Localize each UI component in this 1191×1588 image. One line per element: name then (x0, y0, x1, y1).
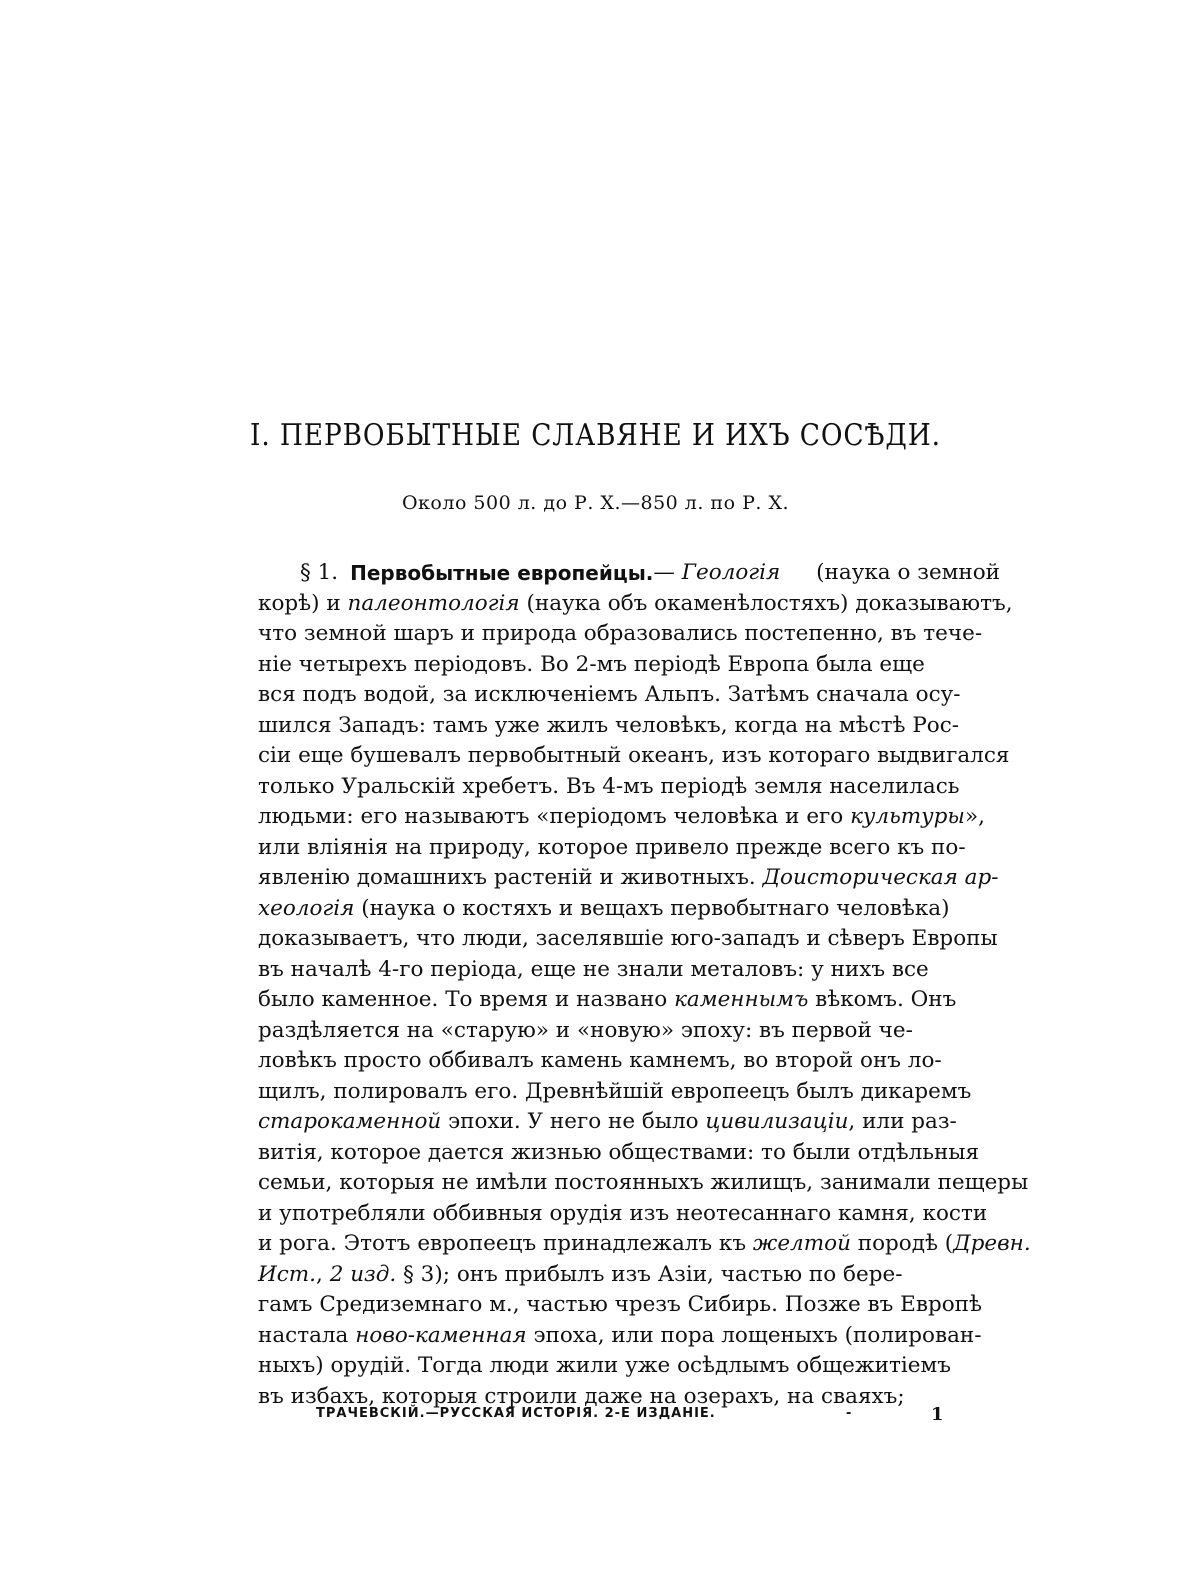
text-fragment: (наука о земной (809, 560, 1000, 585)
text-line (258, 1016, 1000, 1047)
term-geology: Геологія (681, 560, 781, 585)
text-fragment: эпохи. У него не было (441, 1109, 706, 1134)
text-line (258, 1290, 1000, 1321)
text-fragment: , (316, 1261, 330, 1287)
text-line (258, 1260, 1000, 1291)
text-fragment: корѣ) и (258, 590, 348, 616)
text-fragment: было каменное. То время и названо (258, 987, 675, 1012)
text-line (258, 741, 1010, 772)
reference-ancient-history: Ист. (258, 1261, 317, 1287)
text-line (258, 1351, 1000, 1382)
text-fragment: ныхъ) орудій. Тогда люди жили уже осѣдлымъ общежитіемъ (258, 1353, 951, 1378)
text-fragment: сіи еще бушевалъ первобытный океанъ, изъ котораго выдвигался (258, 743, 1010, 768)
text-line (258, 680, 1000, 711)
text-fragment: шился Западъ: тамъ уже жилъ человѣкъ, когда на мѣстѣ Рос- (258, 712, 960, 738)
text-fragment: ніе четырехъ періодовъ. Во 2-мъ періодѣ Европа была еще (258, 651, 925, 677)
text-line (258, 619, 1000, 650)
text-fragment: въ избахъ, которыя строили даже на озерахъ, на сваяхъ; (258, 1383, 905, 1409)
term-culture: культуры (850, 804, 965, 829)
text-line (258, 985, 1000, 1016)
text-fragment: вся подъ водой, за исключеніемъ Альпъ. Затѣмъ сначала осу- (258, 682, 961, 707)
term-old-stone: старокаменной (258, 1109, 442, 1134)
text-fragment: настала (258, 1322, 356, 1348)
text-line (258, 772, 1000, 803)
text-line (258, 711, 1000, 742)
text-fragment: щилъ, полировалъ его. Древнѣйшій европеецъ былъ дикаремъ (258, 1078, 972, 1104)
text-fragment: § 3); онъ прибылъ изъ Азіи, частью по бере- (396, 1261, 903, 1287)
text-line (258, 1077, 1000, 1108)
footer-dash: - (846, 1406, 853, 1421)
text-fragment: эпоха, или пора лощеныхъ (полирован- (526, 1322, 982, 1348)
text-fragment: , или раз- (848, 1109, 957, 1134)
text-fragment: витія, которое дается жизнью обществами: то были отдѣльныя (258, 1139, 980, 1165)
term-prehistoric-archaeology: хеологія (258, 895, 355, 921)
text-line (258, 1046, 1000, 1077)
reference-edition: 2 изд. (329, 1261, 397, 1287)
term-civilization: цивилизаціи (705, 1109, 849, 1134)
text-fragment: доказываетъ, что люди, заселявшіе юго-западъ и сѣверъ Европы (258, 926, 998, 951)
term-paleontology: палеонтологія (347, 590, 520, 616)
page-number: 1 (931, 1404, 945, 1425)
text-fragment: явленію домашнихъ растеній и животныхъ. (258, 865, 763, 890)
text-line (258, 1107, 1000, 1138)
text-fragment: только Уральскій хребетъ. Въ 4-мъ періодѣ земля населилась (258, 773, 960, 799)
text-fragment: породѣ ( (850, 1231, 954, 1256)
section-heading: Первобытные европейцы. (350, 561, 654, 585)
text-fragment: (наука объ окаменѣлостяхъ) доказываютъ, (519, 590, 1013, 616)
text-line (258, 589, 1013, 620)
term-yellow: желтой (752, 1231, 851, 1256)
text-fragment: (наука о костяхъ и вещахъ первобытнаго человѣка) (354, 895, 950, 921)
text-line (258, 833, 1000, 864)
term-prehistoric-archaeology: Доисторическая ар- (762, 865, 999, 890)
text-line (258, 1168, 1029, 1199)
text-line (258, 1138, 1000, 1169)
text-fragment: и употребляли оббивныя орудія изъ неотесаннаго камня, кости (258, 1200, 988, 1226)
text-fragment: гамъ Средиземнаго м., частью чрезъ Сибирь. Позже въ Европѣ (258, 1292, 982, 1317)
text-fragment: или вліянія на природу, которое привело прежде всего къ по- (258, 834, 966, 860)
section-body (258, 558, 1031, 1412)
reference-ancient-history: Древн. (953, 1231, 1031, 1256)
text-fragment: — (653, 560, 682, 585)
text-line (258, 802, 1000, 833)
text-line (258, 558, 1000, 589)
text-line (258, 650, 1000, 681)
text-fragment: », (964, 804, 985, 829)
text-fragment: вѣкомъ. Онъ (808, 987, 957, 1012)
text-line (258, 894, 1000, 925)
term-stone-age: каменнымъ (674, 987, 809, 1012)
text-line (258, 863, 1000, 894)
chapter-title: I. ПЕРВОБЫТНЫЕ СЛАВЯНЕ И ИХЪ СОСѢДИ. (250, 418, 941, 453)
text-line (258, 924, 1000, 955)
term-new-stone: ново-каменная (355, 1322, 527, 1348)
footer-signature: ТРАЧЕВСКІЙ.—РУССКАЯ ИСТОРІЯ. 2-Е ИЗДАНІЕ. (316, 1406, 716, 1421)
text-line (258, 1229, 1031, 1260)
chapter-period: Около 500 л. до Р. X.—850 л. по Р. X. (401, 492, 790, 514)
text-fragment: семьи, которыя не имѣли постоянныхъ жилищъ, занимали пещеры (258, 1170, 1029, 1195)
text-fragment: въ началѣ 4-го періода, еще не знали металовъ: у нихъ все (258, 956, 929, 982)
text-fragment: и рога. Этотъ европеецъ принадлежалъ къ (258, 1231, 753, 1256)
section-number: § 1. (300, 560, 339, 585)
text-line (258, 1199, 1000, 1230)
text-fragment: что земной шаръ и природа образовались постепенно, въ тече- (258, 621, 983, 646)
text-line (258, 955, 1000, 986)
text-line (258, 1321, 1000, 1352)
text-fragment: ловѣкъ просто оббивалъ камень камнемъ, во второй онъ ло- (258, 1048, 942, 1073)
page-footer (316, 1404, 946, 1425)
text-fragment: раздѣляется на «старую» и «новую» эпоху: въ первой че- (258, 1017, 913, 1043)
text-fragment: людьми: его называютъ «періодомъ человѣка и его (258, 804, 851, 829)
